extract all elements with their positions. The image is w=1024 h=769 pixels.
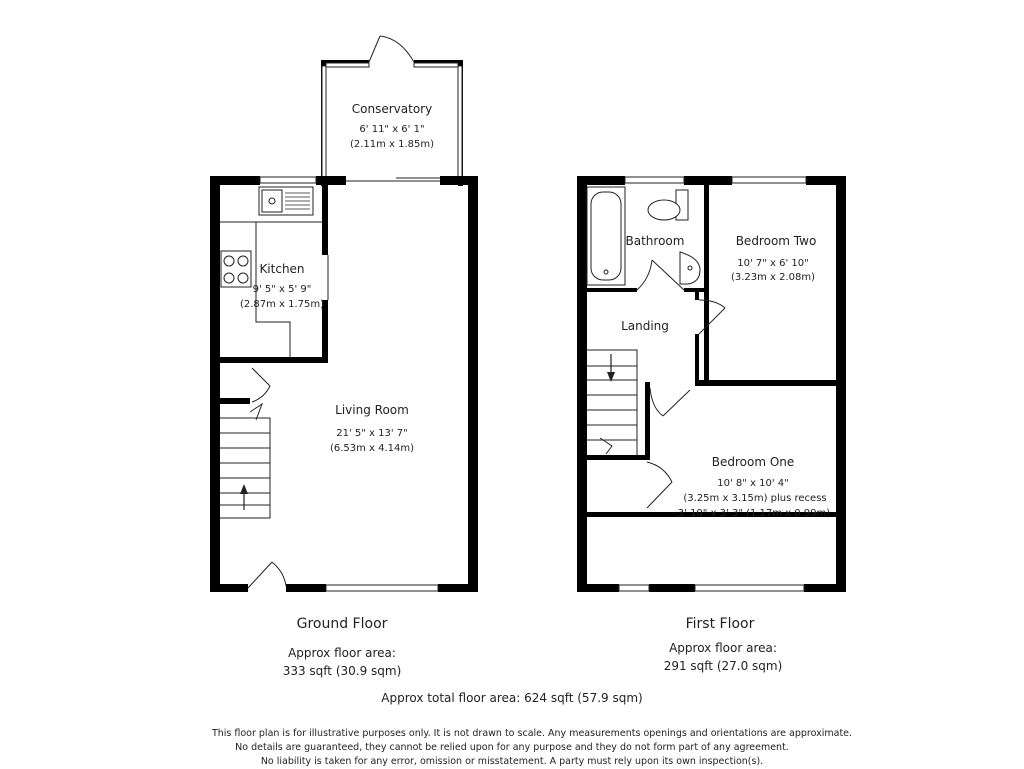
living-room-dim-metric: (6.53m x 4.14m)	[329, 443, 415, 454]
kitchen-dim-metric: (2.87m x 1.75m)	[239, 299, 325, 310]
bedroom-one-dim-recess: 3' 10" x 3' 3" (1.17m x 0.99m)	[677, 508, 831, 519]
conservatory-dim-metric: (2.11m x 1.85m)	[349, 139, 435, 150]
disclaimer-line-2: No details are guaranteed, they cannot be relied upon for any purpose and they do not form part of any agreement.	[235, 742, 789, 753]
conservatory-name: Conservatory	[351, 102, 433, 116]
bedroom-one-name: Bedroom One	[711, 455, 795, 469]
ground-floor-area-value: 333 sqft (30.9 sqm)	[282, 664, 402, 678]
first-stairs	[587, 350, 637, 455]
bedroom-one-dim-metric: (3.25m x 3.15m) plus recess	[683, 493, 827, 504]
disclaimer-line-3: No liability is taken for any error, omission or misstatement. A party must rely upon its own inspection(s).	[260, 756, 764, 767]
room-labels	[240, 102, 830, 519]
first-floor-area-value: 291 sqft (27.0 sqm)	[663, 659, 783, 673]
ground-floor-area-label: Approx floor area:	[288, 646, 396, 660]
bedroom-one-dim-imperial: 10' 8" x 10' 4"	[717, 478, 789, 489]
living-room-dim-imperial: 21' 5" x 13' 7"	[336, 428, 408, 439]
conservatory-dim-imperial: 6' 11" x 6' 1"	[359, 124, 425, 135]
first-floor-title: First Floor	[685, 616, 755, 632]
bedroom-two-dim-imperial: 10' 7" x 6' 10"	[737, 258, 809, 269]
total-floor-area: Approx total floor area: 624 sqft (57.9 sqm)	[381, 691, 643, 705]
bathroom-name: Bathroom	[625, 234, 685, 248]
disclaimer-line-1: This floor plan is for illustrative purposes only. It is not drawn to scale. Any measurements openings and orientations are approximate.	[211, 728, 853, 739]
ground-outer-walls	[210, 176, 478, 592]
bedroom-two-name: Bedroom Two	[735, 234, 817, 248]
ground-stairs	[220, 368, 286, 588]
first-floor-area-label: Approx floor area:	[669, 641, 777, 655]
landing-name: Landing	[621, 319, 669, 333]
ground-floor-plan	[210, 36, 478, 592]
kitchen-name: Kitchen	[259, 262, 305, 276]
ground-floor-title: Ground Floor	[296, 616, 388, 632]
bedroom-two-dim-metric: (3.23m x 2.08m)	[730, 272, 816, 283]
kitchen-dim-imperial: 9' 5" x 5' 9"	[252, 284, 312, 295]
living-room-name: Living Room	[335, 403, 409, 417]
